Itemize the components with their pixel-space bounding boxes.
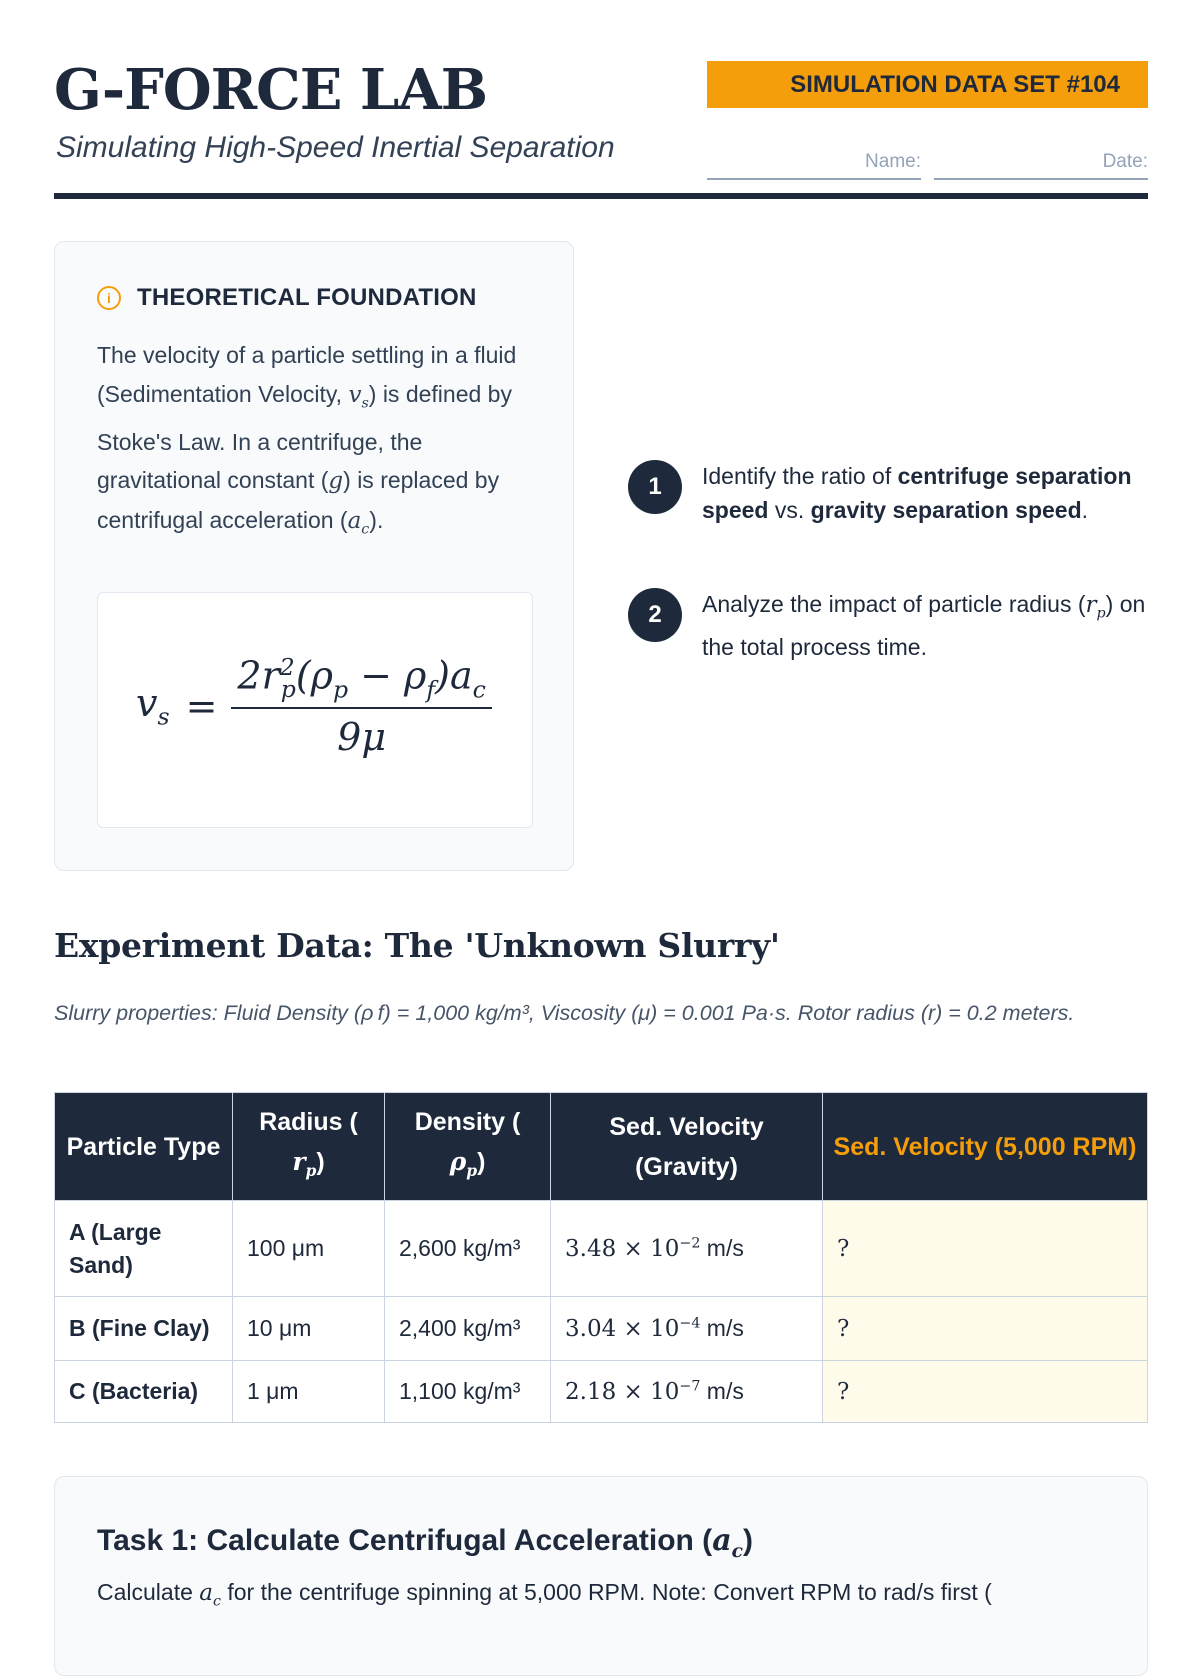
- experiment-table: [54, 1092, 1148, 1423]
- formula-lhs: $v_s$: [136, 681, 170, 731]
- cell-radius: 100 μm: [233, 1201, 385, 1297]
- stokes-formula: [136, 653, 492, 759]
- table-header-row: [55, 1093, 1148, 1201]
- objective-text-1: Identify the ratio of centrifuge separation speed vs. gravity separation speed.: [702, 463, 1132, 523]
- formula-numerator: $2r^2_p(\rho_p - \rho_f)a_c$: [237, 653, 486, 704]
- cell-velocity-rpm[interactable]: ?: [823, 1201, 1148, 1297]
- objective-1: [628, 460, 1148, 527]
- header-velocity-rpm: Sed. Velocity (5,000 RPM): [823, 1093, 1148, 1201]
- cell-density: 1,100 kg/m³: [385, 1361, 551, 1423]
- formula-denominator: 9μ: [231, 707, 491, 759]
- theory-text-4: ).: [369, 506, 384, 533]
- cell-type: C (Bacteria): [55, 1361, 233, 1423]
- task-1-text: Calculate $a_c$ for the centrifuge spinning at 5,000 RPM. Note: Convert RPM to rad/s first (: [97, 1579, 992, 1610]
- cell-type: A (Large Sand): [55, 1201, 233, 1297]
- table-row: [55, 1361, 1148, 1423]
- objective-number-2: 2: [628, 588, 682, 642]
- header-velocity-gravity: Sed. Velocity (Gravity): [551, 1093, 823, 1201]
- vs-symbol: $v_s$: [348, 381, 369, 412]
- header-particle-type: Particle Type: [55, 1093, 233, 1201]
- table-row: [55, 1297, 1148, 1361]
- cell-type: B (Fine Clay): [55, 1297, 233, 1361]
- experiment-title: Experiment Data: The 'Unknown Slurry': [54, 926, 780, 965]
- cell-density: 2,400 kg/m³: [385, 1297, 551, 1361]
- theory-heading: [97, 284, 477, 312]
- g-symbol: g: [328, 468, 344, 495]
- theory-text-3: ) is replaced by centrifugal acceleration (: [97, 467, 500, 533]
- theory-text-2: ) is defined by Stoke's Law. In a centrifuge, the gravitational constant (: [97, 380, 512, 494]
- cell-velocity-rpm[interactable]: ?: [823, 1297, 1148, 1361]
- formula-fraction: [231, 653, 491, 759]
- header-divider: [54, 193, 1148, 199]
- header-density: Density ( $\rho_p$): [385, 1093, 551, 1201]
- cell-velocity-gravity: $3.04 \times 10^{-4}$ m/s: [551, 1297, 823, 1361]
- date-field[interactable]: Date:: [934, 138, 1148, 180]
- objective-2: [628, 588, 1148, 665]
- theory-card: [54, 241, 574, 871]
- cell-density: 2,600 kg/m³: [385, 1201, 551, 1297]
- page-title: G-FORCE LAB: [54, 57, 488, 123]
- data-set-badge: SIMULATION DATA SET #104: [707, 61, 1148, 108]
- name-field[interactable]: Name:: [707, 138, 921, 180]
- formula-box: [97, 592, 533, 828]
- task-1-card: [54, 1476, 1148, 1676]
- theory-paragraph: [97, 336, 537, 549]
- info-icon: i: [97, 286, 121, 310]
- theory-text-1: The velocity of a particle settling in a fluid (Sedimentation Velocity,: [97, 342, 517, 407]
- cell-velocity-rpm[interactable]: ?: [823, 1361, 1148, 1423]
- theory-title: THEORETICAL FOUNDATION: [137, 284, 477, 311]
- header-radius: Radius ( $r_p$): [233, 1093, 385, 1201]
- page-subtitle: Simulating High-Speed Inertial Separation: [56, 131, 615, 164]
- cell-velocity-gravity: $2.18 \times 10^{-7}$ m/s: [551, 1361, 823, 1423]
- ac-symbol: $a_c$: [347, 507, 370, 538]
- cell-radius: 1 μm: [233, 1361, 385, 1423]
- task-1-title: Task 1: Calculate Centrifugal Acceleration $(a_c)$: [97, 1523, 753, 1562]
- page-header: [54, 58, 1148, 200]
- table-row: [55, 1201, 1148, 1297]
- experiment-note: Slurry properties: Fluid Density (ρ f) = 1,000 kg/m³, Viscosity (μ) = 0.001 Pa·s. Rotor radius (r) = 0.2 meters.: [54, 1001, 1075, 1025]
- objective-text-2: Analyze the impact of particle radius $(r_p)$ on the total process time.: [702, 591, 1146, 661]
- cell-radius: 10 μm: [233, 1297, 385, 1361]
- cell-velocity-gravity: $3.48 \times 10^{-2}$ m/s: [551, 1201, 823, 1297]
- objective-number-1: 1: [628, 460, 682, 514]
- formula-equals: =: [185, 684, 218, 729]
